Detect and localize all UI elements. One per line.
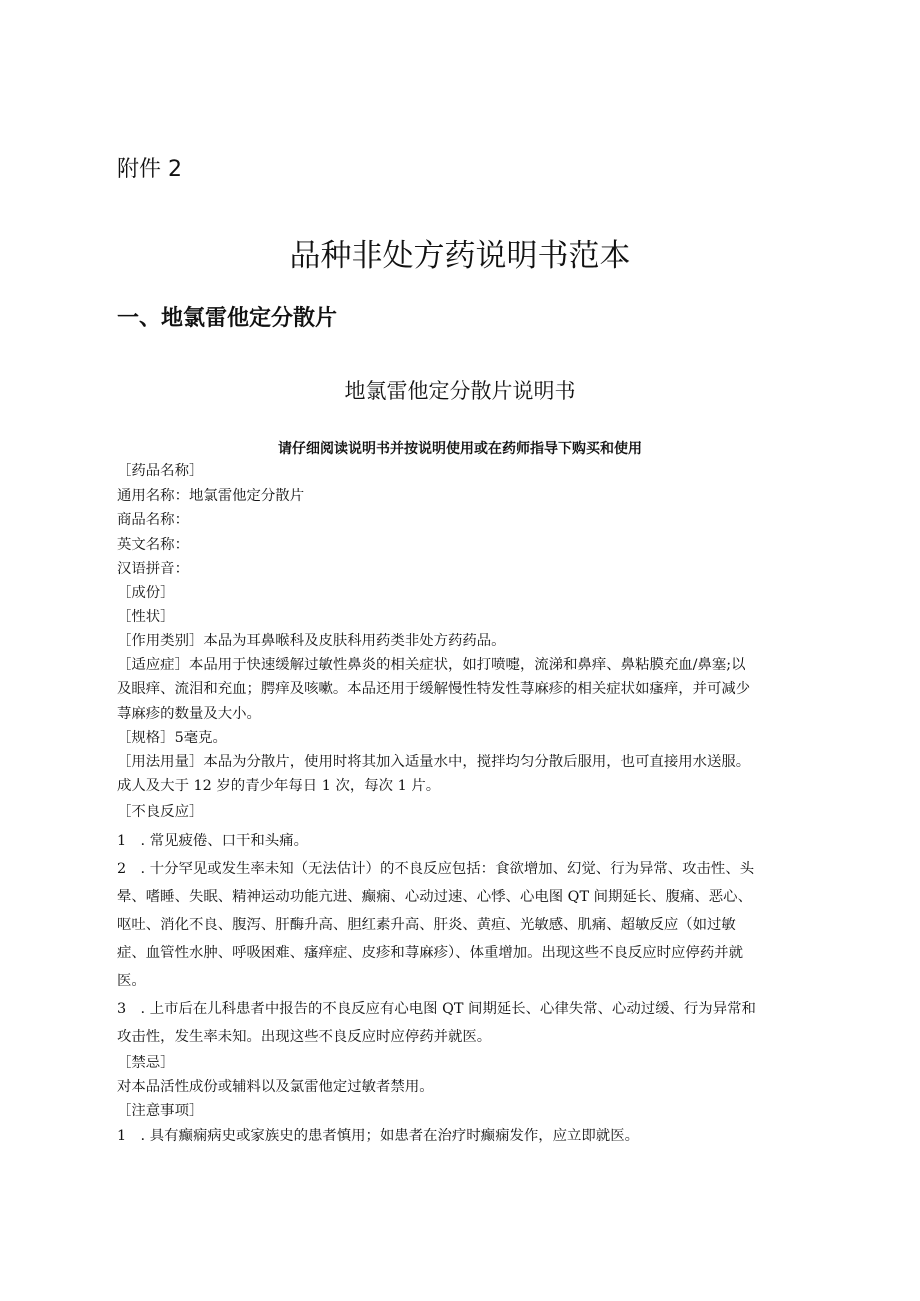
body-line: 成人及大于 12 岁的青少年每日 1 次，每次 1 片。 [117,778,441,794]
body-line: ［禁忌］ [117,1055,175,1071]
leaflet-title: 地氯雷他定分散片说明书 [344,379,576,403]
body-line: ［药品名称］ [117,463,204,479]
attachment-label: 附件 2 [117,157,182,182]
body-line: 症、血管性水肿、呼吸困难、瘙痒症、皮疹和荨麻疹）、体重增加。出现这些不良反应时应停药并就 [117,945,743,961]
body-line: ［适应症］本品用于快速缓解过敏性鼻炎的相关症状，如打喷嚏，流涕和鼻痒、鼻粘膜充血/鼻塞;以 [117,657,746,673]
leaflet-notice: 请仔细阅读说明书并按说明使用或在药师指导下购买和使用 [278,441,642,457]
body-line: 通用名称：地氯雷他定分散片 [117,488,305,504]
body-line: 3 . 上市后在儿科患者中报告的不良反应有心电图 QT 间期延长、心律失常、心动过缓、行为异常和 [117,1001,756,1017]
body-line: 商品名称： [117,512,189,528]
body-line: 汉语拼音： [117,561,189,577]
body-line: 荨麻疹的数量及大小。 [117,706,261,722]
body-line: 攻击性，发生率未知。出现这些不良反应时应停药并就医。 [117,1029,492,1045]
body-line: 2 . 十分罕见或发生率未知（无法估计）的不良反应包括：食欲增加、幻觉、行为异常、攻击性、头 [117,861,755,877]
body-line: 医。 [117,973,146,989]
body-line: ［作用类别］本品为耳鼻喉科及皮肤科用药类非处方药药品。 [117,633,506,649]
body-line: 对本品活性成份或辅料以及氯雷他定过敏者禁用。 [117,1079,434,1095]
body-line: ［用法用量］本品为分散片，使用时将其加入适量水中，搅拌均匀分散后服用，也可直接用水送服。 [117,754,751,770]
document-title: 品种非处方药说明书范本 [289,238,631,274]
body-line: 1 . 具有癫痫病史或家族史的患者慎用；如患者在治疗时癫痫发作，应立即就医。 [117,1128,639,1144]
body-line: 呕吐、消化不良、腹泻、肝酶升高、胆红素升高、肝炎、黄疸、光敏感、肌痛、超敏反应（如过敏 [117,917,736,933]
body-line: 及眼痒、流泪和充血；腭痒及咳嗽。本品还用于缓解慢性特发性荨麻疹的相关症状如瘙痒，并可减少 [117,681,751,697]
body-line: 1 . 常见疲倦、口干和头痛。 [117,833,308,849]
body-line: ［不良反应］ [117,804,204,820]
body-line: 晕、嗜睡、失眠、精神运动功能亢进、癫痫、心动过速、心悸、心电图 QT 间期延长、腹痛、恶心、 [117,889,752,905]
body-line: ［成份］ [117,585,175,601]
body-line: 英文名称： [117,537,189,553]
body-line: ［注意事项］ [117,1103,204,1119]
body-line: ［性状］ [117,609,175,625]
body-line: ［规格］5毫克。 [117,730,227,746]
section-heading: 一、地氯雷他定分散片 [117,306,338,331]
